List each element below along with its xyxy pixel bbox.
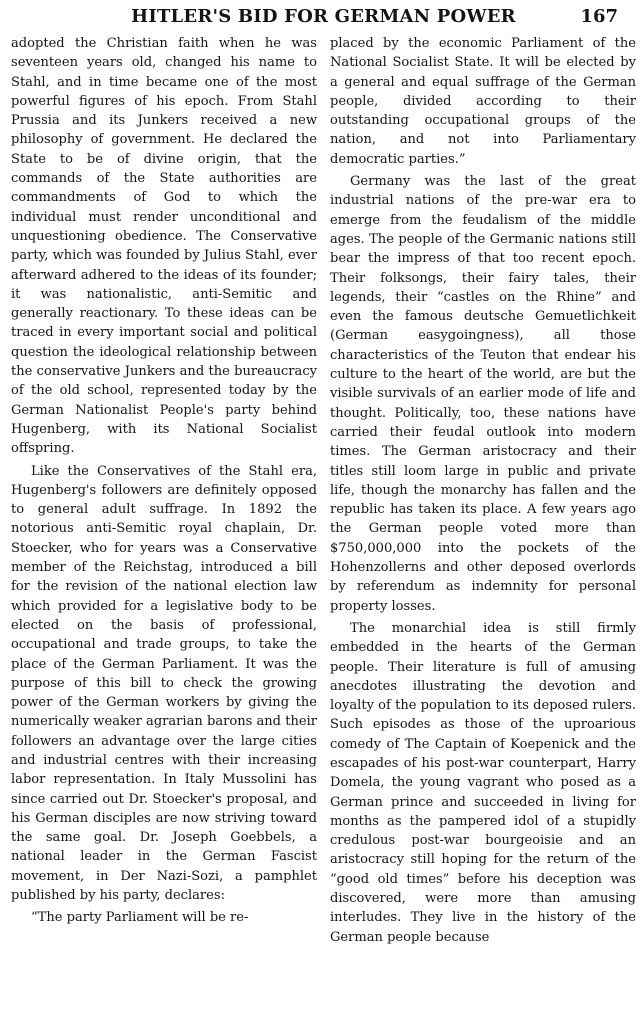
paragraph: Germany was the last of the great industrial nations of the pre-war era to emerge from the feudalism of the middle ages. The people of the Germanic nations still bear the impress of that too recent epoch. Their folksongs, their fairy tales, their legends, their “castles on the Rhine” and even the famous deutsche Gemuetlichkeit (German easygoingness), all those characteristics of the Teuton that endear his culture to the heart of the world, are but the visible survivals of an earlier mode of life and thought. Politically, too, these nations have carried their feudal outlook into modern times. The German aristocracy and their titles still loom large in public and private life, though the monarchy has fallen and the republic has taken its place. A few years ago the German people voted more than $750,000,000 into the pockets of the Hohenzollerns and other deposed overlords by referendum as indemnity for personal property losses. [330, 174, 636, 614]
paragraph: Like the Conservatives of the Stahl era, Hugenberg's followers are definitely opposed to general adult suffrage. In 1892 the notorious anti-Semitic royal chaplain, Dr. Stoecker, who for years was a Conservative member of the Reichstag, introduced a bill for the revision of the national election law which provided for a legislative body to be elected on the basis of professional, occupational and trade groups, to take the place of the German Parliament. It was the purpose of this bill to check the growing power of the German workers by giving the numerically weaker agrarian barons and their followers an advantage over the large cities and industrial centres with their increasing labor representation. In Italy Mussolini has since carried out Dr. Stoecker's proposal, and his German disciples are now striving toward the same goal. Dr. Joseph Goebbels, a national leader in the German Fascist movement, in Der Nazi-Sozi, a pamphlet published by his party, declares: [11, 463, 317, 904]
page-number: 167 [580, 6, 618, 27]
left-column [11, 34, 317, 947]
paragraph: placed by the economic Parliament of the National Socialist State. It will be elected by a general and equal suffrage of the German people, divided according to their outstanding occupational groups of the nation, and not into Parliamentary democratic parties.” [330, 36, 636, 167]
running-title: HITLER'S BID FOR GERMAN POWER [131, 6, 516, 27]
paragraph: “The party Parliament will be re- [31, 910, 249, 926]
paragraph: adopted the Christian faith when he was seventeen years old, changed his name to Stahl, and in time became one of the most powerful figures of his epoch. From Stahl Prussia and its Junkers received a new philosophy of government. He declared the State to be of divine origin, that the commands of the State authorities are commandments of God to which the individual must render unconditional and unquestioning obedience. The Conservative party, which was founded by Julius Stahl, ever afterward adhered to the ideas of its founder; it was nationalistic, anti-Semitic and generally reactionary. To these ideas can be traced in every important social and political question the ideological relationship between the conservative Junkers and the bureaucracy of the old school, represented today by the German Nationalist People's party behind Hugenberg, with its National Socialist offspring. [11, 36, 317, 457]
right-column [330, 34, 636, 947]
page-header [11, 4, 636, 32]
paragraph: The monarchial idea is still firmly embedded in the hearts of the German people. Their literature is full of amusing anecdotes illustrating the devotion and loyalty of the population to its deposed rulers. Such episodes as those of the uproarious comedy of The Captain of Koepenick and the escapades of his post-war counterpart, Harry Domela, the young vagrant who posed as a German prince and succeeded in living for months as the pampered idol of a stupidly credulous post-war bourgeoisie and an aristocracy still hoping for the return of the “good old times” before his deception was discovered, were more than amusing interludes. They live in the history of the German people because [330, 620, 636, 945]
text-columns [11, 34, 636, 947]
